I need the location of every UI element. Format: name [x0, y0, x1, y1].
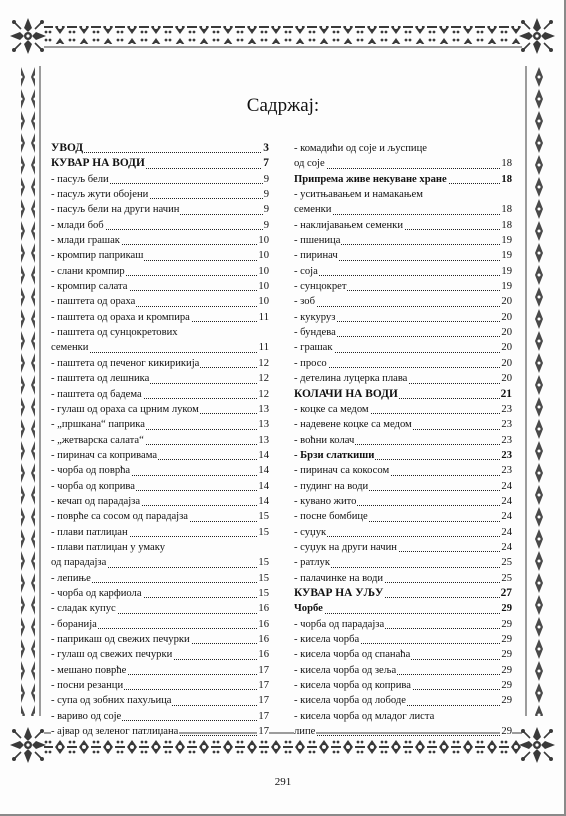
toc-entry [51, 187, 269, 202]
toc-entry-page: 24 [500, 509, 512, 524]
toc-entry-title: КУВАР НА ВОДИ [51, 156, 146, 171]
toc-entry-page: 9 [263, 218, 269, 233]
toc-entry [51, 663, 269, 678]
toc-entry-page: 15 [257, 509, 269, 524]
toc-entry [294, 494, 512, 509]
toc-entry-page: 23 [500, 463, 512, 478]
toc-entry-page: 18 [500, 156, 512, 171]
toc-entry [51, 156, 269, 171]
toc-entry-title: од соје [294, 156, 326, 171]
toc-entry-page: 29 [500, 693, 512, 708]
toc-entry [294, 233, 512, 248]
toc-entry-title: - посни резанци [51, 678, 124, 693]
toc-entry-page: 29 [500, 678, 512, 693]
toc-entry-page: 29 [500, 724, 512, 739]
toc-entry-page: 24 [500, 540, 512, 555]
toc-entry [51, 371, 269, 386]
toc-entry-page: 29 [500, 647, 512, 662]
toc-entry [51, 387, 269, 402]
toc-entry-page: 15 [257, 586, 269, 601]
toc-entry [51, 218, 269, 233]
toc-entry-page: 7 [262, 156, 269, 171]
toc-entry-title: семенки [294, 202, 332, 217]
toc-entry-page: 15 [257, 571, 269, 586]
toc-right-column [294, 141, 512, 739]
toc-entry-page: 11 [258, 310, 269, 325]
toc-entry [294, 402, 512, 417]
corner-cross-bottom-right [519, 727, 555, 763]
toc-entry-title: - кромпир паприкаш [51, 248, 144, 263]
toc-entry [51, 494, 269, 509]
toc-entry-title: - комадићи од соје и љуспице [294, 141, 428, 156]
toc-entry-title: - паштета од лешника [51, 371, 150, 386]
toc-entry [294, 294, 512, 309]
toc-entry-page: 10 [257, 233, 269, 248]
toc-entry [294, 187, 512, 202]
toc-entry-title: - пудинг на води [294, 479, 369, 494]
toc-entry-title: - суџук [294, 525, 327, 540]
toc-entry-title: - гулаш од свежих печурки [51, 647, 173, 662]
toc-entry [294, 433, 512, 448]
toc-entry [294, 586, 512, 601]
toc-entry-page: 19 [500, 233, 512, 248]
toc-entry [51, 310, 269, 325]
toc-entry [51, 264, 269, 279]
toc-entry [294, 340, 512, 355]
toc-entry-page: 16 [257, 617, 269, 632]
toc-entry [294, 279, 512, 294]
toc-entry [51, 325, 269, 340]
toc-entry-page: 24 [500, 479, 512, 494]
toc-entry-page: 29 [500, 617, 512, 632]
toc-entry [294, 617, 512, 632]
toc-entry-title: - млади боб [51, 218, 105, 233]
toc-entry-page: 20 [500, 310, 512, 325]
toc-entry-title: - воћни колач [294, 433, 355, 448]
toc-entry-title: - млади грашак [51, 233, 121, 248]
toc-entry-title: - паштета од ораха [51, 294, 136, 309]
dot-leader [294, 306, 512, 307]
corner-cross-bottom-left [10, 727, 46, 763]
toc-entry-title: - кисела чорба од зеља [294, 663, 397, 678]
toc-entry [51, 601, 269, 616]
toc-entry-page: 27 [500, 586, 512, 601]
toc-entry-page: 20 [500, 340, 512, 355]
toc-entry-title: - „жетварска салата“ [51, 433, 145, 448]
toc-entry [294, 663, 512, 678]
corner-cross-top-left [10, 18, 46, 54]
toc-entry-title: - сунцокрет [294, 279, 347, 294]
toc-entry [51, 356, 269, 371]
toc-entry [294, 601, 512, 616]
toc-entry-title: - коцке са медом [294, 402, 370, 417]
toc-entry-page: 20 [500, 294, 512, 309]
toc-entry [294, 448, 512, 463]
toc-entry [294, 264, 512, 279]
toc-entry [294, 310, 512, 325]
toc-entry-page: 12 [257, 356, 269, 371]
toc-entry-title: - кромпир салата [51, 279, 129, 294]
toc-entry [294, 325, 512, 340]
toc-entry-title: - Брзи слаткиши [294, 448, 375, 463]
toc-entry-title: - паштета од печеног кикирикија [51, 356, 200, 371]
toc-entry [51, 586, 269, 601]
toc-entry [51, 433, 269, 448]
toc-entry-page: 14 [257, 494, 269, 509]
toc-entry-page: 19 [500, 264, 512, 279]
toc-entry [294, 387, 512, 402]
toc-entry [51, 479, 269, 494]
toc-entry [51, 525, 269, 540]
dot-leader [294, 275, 512, 276]
toc-entry [51, 248, 269, 263]
toc-entry-title: - боранија [51, 617, 98, 632]
toc-entry-title: - паштета од бадема [51, 387, 143, 402]
toc-entry [51, 448, 269, 463]
toc-entry-page: 25 [500, 571, 512, 586]
toc-entry-title: - плави патлиџан у умаку [51, 540, 166, 555]
toc-entry-title: - „пршкана“ паприка [51, 417, 146, 432]
toc-entry-title: - пиринач са кокосом [294, 463, 390, 478]
toc-entry [294, 172, 512, 187]
toc-entry-title: КОЛАЧИ НА ВОДИ [294, 387, 399, 402]
toc-entry [294, 417, 512, 432]
toc-entry-page: 24 [500, 525, 512, 540]
toc-entry-title: - суџук на други начин [294, 540, 398, 555]
toc-entry-title: - кечап од парадајза [51, 494, 141, 509]
toc-entry [294, 371, 512, 386]
toc-entry-title: КУВАР НА УЉУ [294, 586, 384, 601]
toc-entry-title: - кисела чорба од коприва [294, 678, 412, 693]
toc-entry [294, 632, 512, 647]
toc-entry-page: 3 [262, 141, 269, 156]
toc-entry-page: 23 [500, 417, 512, 432]
toc-entry-page: 29 [500, 601, 512, 616]
toc-entry-title: - палачинке на води [294, 571, 384, 586]
toc-entry-title: - кисела чорба од лободе [294, 693, 407, 708]
toc-entry-page: 12 [257, 371, 269, 386]
toc-entry [51, 709, 269, 724]
toc-entry-title: - наклијавањем семенки [294, 218, 404, 233]
toc-entry [294, 724, 512, 739]
toc-entry [294, 509, 512, 524]
toc-entry-page: 19 [500, 248, 512, 263]
toc-entry-title: - ратлук [294, 555, 331, 570]
toc-entry [294, 678, 512, 693]
toc-entry-title: - пасуљ жути обојени [51, 187, 149, 202]
toc-entry-page: 10 [257, 264, 269, 279]
page-number: 291 [274, 776, 292, 788]
toc-entry-page: 29 [500, 663, 512, 678]
toc-entry [294, 647, 512, 662]
toc-entry-title: - супа од зобних пахуљица [51, 693, 172, 708]
toc-entry-title: - гулаш од ораха са црним луком [51, 402, 200, 417]
toc-entry-page: 29 [500, 632, 512, 647]
toc-entry-title: липе [294, 724, 316, 739]
toc-entry-title: - паштета од сунцокретових [51, 325, 179, 340]
toc-entry-title: - уситњавањем и намакањем [294, 187, 424, 202]
toc-entry-title: - кукуруз [294, 310, 336, 325]
toc-entry [294, 709, 512, 724]
toc-left-column [51, 141, 269, 739]
toc-entry [51, 463, 269, 478]
toc-entry-title: - паприкаш од свежих печурки [51, 632, 191, 647]
toc-entry [294, 202, 512, 217]
toc-entry-title: - слани кромпир [51, 264, 126, 279]
toc-entry-page: 10 [257, 294, 269, 309]
toc-entry-page: 18 [500, 172, 512, 187]
toc-entry-page: 9 [263, 172, 269, 187]
toc-entry-title: - зоб [294, 294, 316, 309]
toc-entry [294, 141, 512, 156]
toc-entry-title: Припрема живе некуване хране [294, 172, 448, 187]
toc-entry-page: 11 [258, 340, 269, 355]
toc-entry [294, 248, 512, 263]
toc-entry-page: 17 [257, 724, 269, 739]
toc-entry-title: УВОД [51, 141, 84, 156]
toc-entry-title: - кисела чорба од спанаћа [294, 647, 411, 662]
toc-entry-page: 16 [257, 601, 269, 616]
toc-entry [294, 525, 512, 540]
toc-entry [51, 540, 269, 555]
toc-entry [51, 402, 269, 417]
toc-entry-title: Чорбе [294, 601, 324, 616]
toc-entry [294, 571, 512, 586]
toc-entry-page: 10 [257, 248, 269, 263]
toc-entry-page: 18 [500, 218, 512, 233]
toc-entry-title: - ајвар од зеленог патлиџана [51, 724, 179, 739]
toc-entry-title: - сладак купус [51, 601, 117, 616]
left-border-band [21, 66, 35, 716]
toc-entry-title: - лепиње [51, 571, 92, 586]
toc-entry [294, 693, 512, 708]
toc-entry [51, 340, 269, 355]
toc-entry-title: - чорба од коприва [51, 479, 136, 494]
toc-entry-title: - кисела чорба [294, 632, 360, 647]
toc-entry-page: 16 [257, 647, 269, 662]
page-title: Садржај: [246, 95, 320, 116]
toc-entry-page: 25 [500, 555, 512, 570]
toc-entry-title: семенки [51, 340, 89, 355]
toc-entry [51, 417, 269, 432]
toc-entry-title: - плави патлиџан [51, 525, 129, 540]
toc-entry-page: 16 [257, 632, 269, 647]
corner-cross-top-right [519, 18, 555, 54]
toc-entry-page: 20 [500, 371, 512, 386]
toc-entry-page: 17 [257, 709, 269, 724]
toc-entry-page: 14 [257, 463, 269, 478]
toc-entry [51, 509, 269, 524]
toc-entry-page: 23 [500, 448, 512, 463]
toc-entry [51, 724, 269, 739]
toc-entry [51, 555, 269, 570]
toc-entry-page: 19 [500, 279, 512, 294]
dot-leader [294, 613, 512, 614]
toc-entry-title: - чорба од карфиола [51, 586, 143, 601]
right-border-band [530, 66, 544, 716]
toc-entry-title: - пиринач са копривама [51, 448, 158, 463]
toc-entry-title: - пшеница [294, 233, 341, 248]
toc-entry-page: 13 [257, 433, 269, 448]
toc-entry [51, 617, 269, 632]
toc-entry-page: 15 [257, 555, 269, 570]
toc-entry-title: - пасуљ бели на други начин [51, 202, 180, 217]
toc-entry [51, 632, 269, 647]
toc-entry-title: - вариво од соје [51, 709, 122, 724]
toc-entry-page: 23 [500, 433, 512, 448]
toc-entry-title: - детелина луцерка плава [294, 371, 408, 386]
toc-entry-page: 14 [257, 479, 269, 494]
toc-entry [51, 571, 269, 586]
toc-entry [294, 479, 512, 494]
top-border-band [44, 26, 522, 44]
dot-leader [294, 168, 512, 169]
toc-entry-title: - бундева [294, 325, 337, 340]
toc-entry [51, 693, 269, 708]
toc-entry [294, 218, 512, 233]
toc-entry-title: - посне бомбице [294, 509, 369, 524]
toc-entry [294, 555, 512, 570]
toc-entry-page: 13 [257, 417, 269, 432]
toc-entry-page: 17 [257, 693, 269, 708]
toc-entry-page: 9 [263, 187, 269, 202]
toc-entry [294, 156, 512, 171]
dot-leader [294, 735, 512, 736]
toc-entry-page: 20 [500, 325, 512, 340]
toc-entry [51, 202, 269, 217]
toc-entry-title: - поврће са сосом од парадајза [51, 509, 189, 524]
toc-entry-title: - кисела чорба од младог листа [294, 709, 435, 724]
toc-entry [51, 172, 269, 187]
toc-entry [294, 540, 512, 555]
toc-entry [51, 294, 269, 309]
toc-entry [51, 647, 269, 662]
toc-entry-title: - просо [294, 356, 328, 371]
toc-entry-page: 20 [500, 356, 512, 371]
toc-entry-title: - паштета од ораха и кромпира [51, 310, 191, 325]
toc-entry [51, 233, 269, 248]
toc-entry-page: 17 [257, 678, 269, 693]
toc-entry-page: 13 [257, 402, 269, 417]
toc-entry-page: 14 [257, 448, 269, 463]
toc-entry-title: од парадајза [51, 555, 107, 570]
toc-entry-title: - чорба од поврћа [51, 463, 131, 478]
toc-entry-page: 9 [263, 202, 269, 217]
toc-entry-title: - соја [294, 264, 319, 279]
toc-entry [294, 356, 512, 371]
toc-entry-page: 23 [500, 402, 512, 417]
toc-entry-title: - чорба од парадајза [294, 617, 385, 632]
toc-entry-page: 24 [500, 494, 512, 509]
toc-entry-page: 12 [257, 387, 269, 402]
toc-entry [51, 279, 269, 294]
toc-entry-title: - пиринач [294, 248, 339, 263]
toc-entry-page: 10 [257, 279, 269, 294]
toc-entry-title: - пасуљ бели [51, 172, 110, 187]
toc-entry-page: 15 [257, 525, 269, 540]
toc-entry-title: - мешано поврће [51, 663, 127, 678]
toc-entry-title: - надевене коцке са медом [294, 417, 413, 432]
toc-entry-page: 21 [500, 387, 512, 402]
toc-entry [51, 141, 269, 156]
toc-entry-title: - кувано жито [294, 494, 357, 509]
toc-entry-title: - грашак [294, 340, 334, 355]
toc-entry [51, 678, 269, 693]
toc-entry-page: 18 [500, 202, 512, 217]
toc-entry [294, 463, 512, 478]
toc-entry-page: 17 [257, 663, 269, 678]
